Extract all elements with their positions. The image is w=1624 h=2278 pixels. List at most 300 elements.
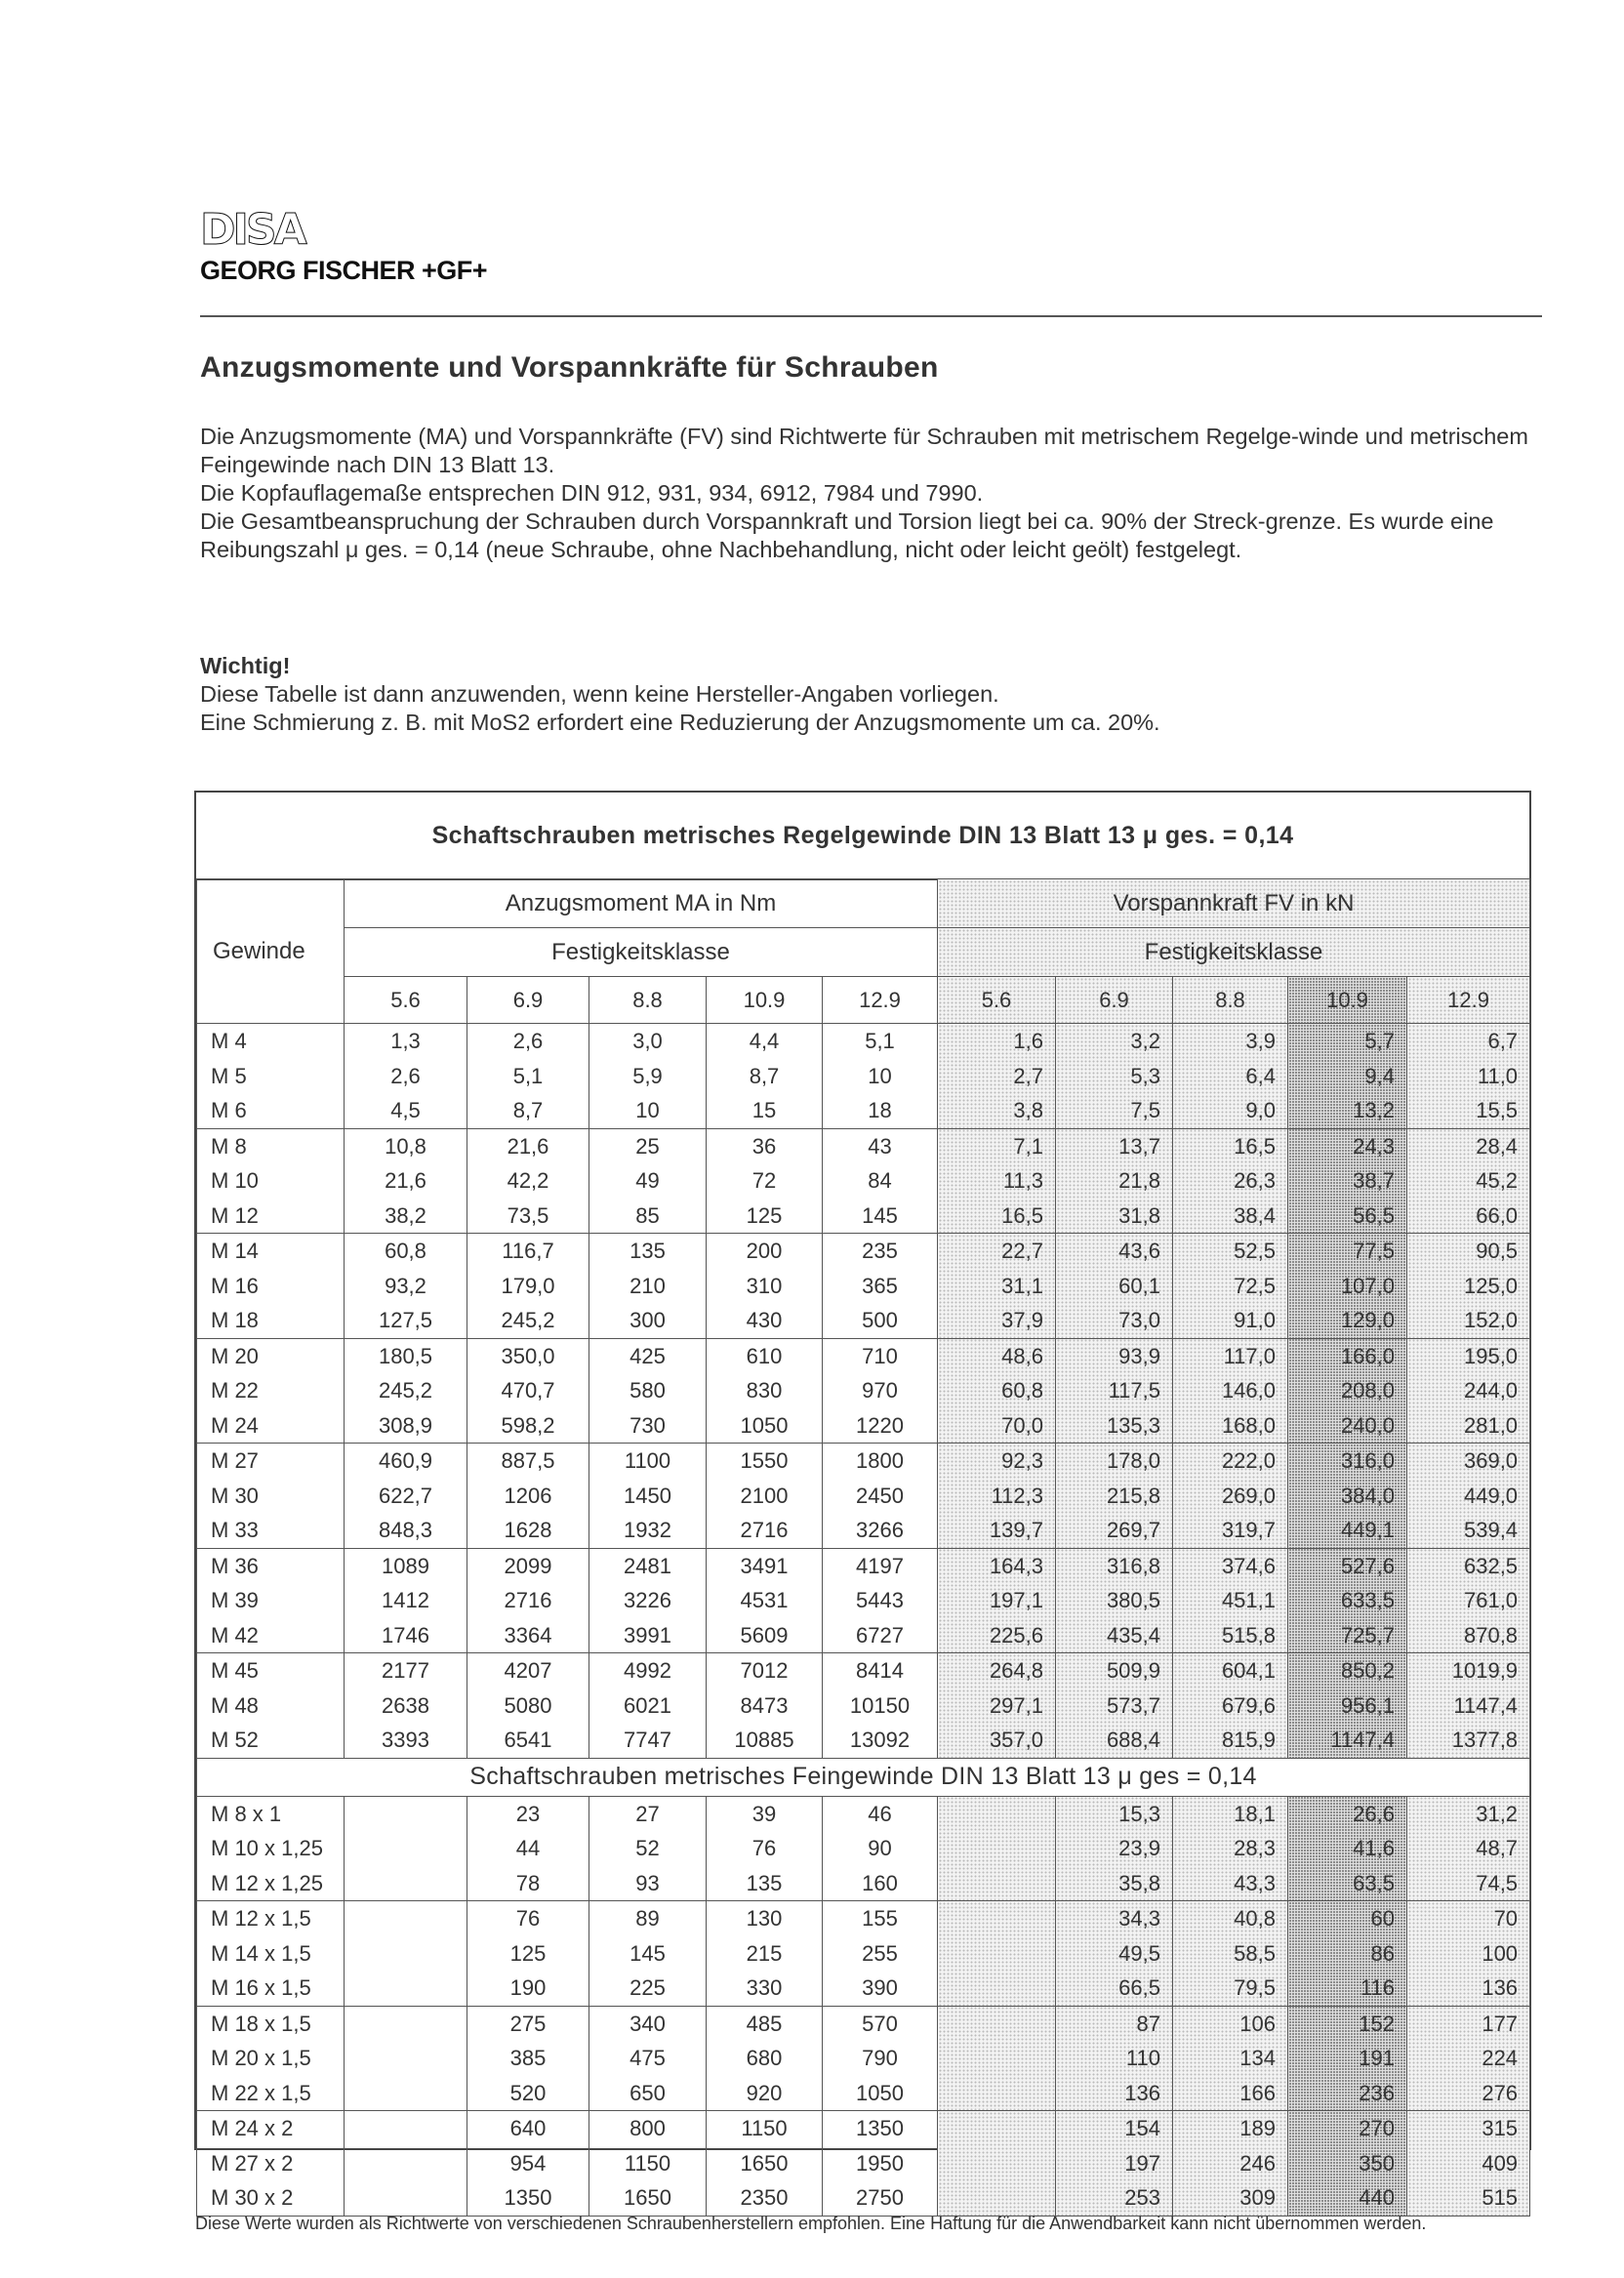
preload-value: 16,5 [1234,1133,1276,1159]
preload-value: 43,6 [1118,1239,1160,1263]
preload-value: 136 [1124,2080,1160,2105]
preload-value: 1147,4 [1330,1728,1395,1752]
torque-value: 52 [635,1836,660,1860]
preload-value: 253 [1124,2185,1160,2210]
torque-cell [823,1901,938,2007]
important-heading: Wichtig! [200,653,291,678]
preload-cell [1288,1796,1407,1901]
torque-value: 235 [862,1239,898,1263]
preload-value: 197,1 [989,1588,1043,1612]
table-row-group [197,2111,1530,2217]
preload-value: 7,1 [1013,1133,1043,1159]
preload-value: 15,3 [1118,1801,1160,1826]
preload-cell [1173,1653,1288,1759]
thread-cell [197,1653,345,1759]
torque-value: 180,5 [378,1343,433,1368]
class-header: 10.9 [1288,977,1407,1024]
torque-value: 300 [629,1308,666,1332]
preload-value: 13,7 [1118,1133,1160,1159]
preload-value: 1147,4 [1453,1692,1519,1718]
table-row-group [197,1653,1530,1759]
torque-value: 3266 [856,1518,904,1542]
torque-value: 210 [629,1273,666,1298]
important-line-2: Eine Schmierung z. B. mit MoS2 erfordert eine Reduzierung der Anzugsmomente um ca. 20%. [200,710,1160,735]
torque-value: 340 [629,2011,666,2036]
preload-value: 449,0 [1463,1483,1519,1508]
torque-cell [345,2006,467,2111]
preload-cell [1407,1444,1530,1549]
preload-cell [1288,1024,1407,1129]
preload-cell [1056,1338,1173,1444]
preload-value: 107,0 [1340,1273,1395,1298]
table-row-group [197,1338,1530,1444]
torque-value: 6021 [624,1692,671,1718]
preload-value: 13,2 [1353,1098,1395,1122]
torque-value: 1932 [624,1518,671,1542]
preload-value: 269,7 [1106,1518,1160,1542]
intro-text [200,423,1535,564]
preload-value: 70 [1493,1906,1519,1931]
torque-value: 4207 [504,1658,552,1683]
preload-cell [1407,2006,1530,2111]
torque-value: 4,5 [390,1098,421,1122]
company-name: GEORG FISCHER +GF+ [200,256,488,285]
preload-cell [938,1444,1056,1549]
preload-value: 92,3 [1001,1448,1043,1473]
preload-value: 90,5 [1476,1239,1519,1263]
col-gewinde-header: Gewinde [197,879,345,1024]
preload-value: 135,3 [1106,1412,1160,1438]
torque-value: 13092 [849,1728,911,1752]
class-header: 6.9 [467,977,589,1024]
torque-value: 622,7 [378,1483,433,1508]
torque-value: 7012 [740,1658,789,1683]
torque-value: 1150 [741,2116,788,2140]
preload-value: 384,0 [1340,1483,1395,1508]
bolt-torque-table [196,878,1530,2217]
table-row-group [197,1024,1530,1129]
preload-value: 28,4 [1476,1133,1519,1159]
preload-value: 87 [1136,2011,1160,2036]
preload-value: 11,3 [1002,1168,1043,1193]
preload-cell [1407,1653,1530,1759]
preload-cell [1056,2111,1173,2217]
preload-cell [1288,2006,1407,2111]
important-note [200,652,1535,737]
torque-value: 3491 [740,1553,789,1578]
preload-value: 435,4 [1106,1622,1160,1647]
preload-value: 22,7 [1001,1239,1043,1263]
preload-value: 5,7 [1364,1029,1395,1053]
torque-value: 18 [868,1098,892,1122]
torque-value: 76 [515,1906,541,1931]
torque-value: 310 [746,1273,783,1298]
torque-value: 4531 [740,1588,789,1612]
thread-cell [197,1024,345,1129]
preload-value: 276 [1482,2080,1519,2105]
torque-cell [467,1128,589,1234]
preload-cell [1407,2111,1530,2217]
torque-cell [823,2111,938,2217]
torque-value: 93 [635,1870,660,1895]
torque-value: 680 [746,2046,783,2070]
torque-value: 15 [751,1098,777,1122]
torque-value: 470,7 [501,1378,555,1403]
preload-cell [1288,1338,1407,1444]
torque-value: 76 [751,1836,777,1860]
preload-cell [1407,1901,1530,2007]
torque-cell [589,1128,707,1234]
torque-value: 800 [629,2116,666,2140]
table-row-group [197,1796,1530,1901]
torque-cell [823,1234,938,1339]
preload-cell [1407,1024,1530,1129]
preload-value: 63,5 [1353,1870,1395,1895]
preload-value: 52,5 [1234,1239,1276,1263]
torque-value: 215 [746,1940,783,1966]
torque-value: 1650 [624,2185,671,2210]
torque-value: 598,2 [501,1412,555,1438]
torque-value: 580 [629,1378,666,1403]
preload-value: 31,1 [1001,1273,1043,1298]
torque-value [345,2123,467,2129]
torque-value: 10 [635,1098,660,1122]
torque-value: 4,4 [749,1029,780,1053]
class-header: 12.9 [823,977,938,1024]
torque-value: 350,0 [501,1343,555,1368]
thread-size: M 39 [211,1588,259,1612]
torque-value: 89 [635,1906,660,1931]
torque-value: 225 [629,1975,666,2000]
group-vorspannkraft: Vorspannkraft FV in kN [938,879,1530,928]
torque-value: 3364 [504,1622,552,1647]
thread-size: M 18 x 1,5 [211,2011,311,2036]
torque-value: 390 [862,1975,898,2000]
torque-value: 8,7 [749,1063,780,1088]
preload-value: 309 [1239,2185,1276,2210]
preload-value: 1377,8 [1451,1728,1519,1752]
intro-paragraph-2: Die Kopfauflagemaße entsprechen DIN 912, 931, 934, 6912, 7984 und 7990. [200,480,984,506]
torque-value: 2350 [740,2185,789,2210]
torque-value: 160 [862,1870,898,1895]
preload-cell [1173,1901,1288,2007]
preload-cell [938,1338,1056,1444]
preload-value: 440 [1359,2185,1395,2210]
torque-value: 6727 [856,1622,904,1647]
preload-value: 3,2 [1130,1029,1160,1053]
preload-value: 116 [1360,1975,1395,2000]
torque-cell [707,1234,823,1339]
preload-value: 761,0 [1463,1588,1519,1612]
torque-cell [345,2111,467,2217]
torque-cell [589,1796,707,1901]
torque-cell [589,1901,707,2007]
preload-value: 3,9 [1245,1029,1276,1053]
torque-cell [467,1024,589,1129]
thread-size: M 8 x 1 [211,1801,282,1826]
torque-value: 2177 [382,1658,429,1683]
class-header: 5.6 [345,977,467,1024]
torque-cell [345,1128,467,1234]
preload-value: 152,0 [1463,1308,1519,1332]
torque-value: 4197 [856,1553,904,1578]
preload-cell [1056,2006,1173,2111]
preload-value: 539,4 [1463,1518,1519,1542]
table-row-group [197,1444,1530,1549]
torque-value: 5,1 [512,1063,544,1088]
torque-value: 5609 [740,1622,789,1647]
torque-value: 3226 [624,1588,671,1612]
torque-value: 1050 [740,1412,789,1438]
thread-size: M 10 x 1,25 [211,1836,323,1860]
torque-value: 78 [515,1870,541,1895]
preload-cell [1173,1338,1288,1444]
preload-cell [1056,1128,1173,1234]
thread-size: M 30 [211,1483,259,1508]
torque-value: 73,5 [507,1202,549,1228]
torque-cell [707,1796,823,1901]
company-logo [200,207,487,286]
torque-value: 145 [629,1940,666,1966]
preload-value [938,1913,1055,1919]
thread-size: M 5 [211,1063,247,1088]
preload-value: 110 [1125,2046,1160,2070]
thread-size: M 33 [211,1518,259,1542]
thread-size: M 45 [211,1658,259,1683]
preload-value: 112,3 [991,1483,1043,1508]
preload-cell [1056,1901,1173,2007]
thread-cell [197,1128,345,1234]
torque-cell [707,1338,823,1444]
torque-value: 127,5 [378,1308,433,1332]
preload-value: 509,9 [1106,1658,1160,1683]
torque-value: 425 [629,1343,666,1368]
torque-value: 7747 [624,1728,671,1752]
table-row-group [197,1548,1530,1653]
torque-value: 475 [629,2046,666,2070]
torque-value: 2716 [504,1588,552,1612]
preload-value: 679,6 [1221,1692,1276,1718]
preload-value: 1,6 [1013,1029,1043,1053]
preload-value: 125,0 [1463,1273,1519,1298]
preload-value: 315 [1482,2116,1519,2140]
torque-cell [707,1653,823,1759]
festigkeitsklasse-fv: Festigkeitsklasse [938,928,1530,977]
preload-value: 6,7 [1487,1029,1519,1053]
torque-value: 920 [746,2080,783,2105]
thread-size: M 22 [211,1378,259,1403]
preload-cell [1288,1234,1407,1339]
thread-cell [197,1338,345,1444]
torque-cell [707,1444,823,1549]
torque-value: 570 [862,2011,898,2036]
bolt-table-frame [194,791,1531,2210]
class-header: 10.9 [707,977,823,1024]
preload-value: 369,0 [1463,1448,1519,1473]
torque-value: 93,2 [385,1273,426,1298]
thread-size: M 12 x 1,25 [211,1870,323,1895]
thread-size: M 20 x 1,5 [211,2046,311,2070]
thread-size: M 18 [211,1308,259,1332]
torque-cell [345,1653,467,1759]
preload-cell [1056,1234,1173,1339]
page-title: Anzugsmomente und Vorspannkräfte für Schrauben [200,351,939,384]
preload-value: 48,6 [1001,1343,1043,1368]
torque-value: 1412 [382,1588,429,1612]
festigkeitsklasse-ma: Festigkeitsklasse [345,928,938,977]
preload-value: 146,0 [1221,1378,1276,1403]
torque-cell [707,1128,823,1234]
preload-value: 515,8 [1221,1622,1276,1647]
torque-value: 3991 [624,1622,671,1647]
preload-value: 117,0 [1223,1343,1276,1368]
preload-cell [1056,1444,1173,1549]
thread-cell [197,1796,345,1901]
torque-value: 125 [509,1940,547,1966]
fine-thread-title-row [197,1758,1530,1796]
preload-value: 527,6 [1340,1553,1395,1578]
torque-value: 275 [509,2011,547,2036]
preload-value: 100 [1482,1940,1519,1966]
preload-cell [1173,1796,1288,1901]
torque-value: 38,2 [385,1202,426,1228]
preload-value: 573,7 [1106,1692,1160,1718]
preload-value: 297,1 [989,1692,1043,1718]
preload-value: 60 [1370,1906,1395,1931]
torque-value: 308,9 [378,1412,433,1438]
torque-value: 5,1 [865,1029,895,1053]
torque-cell [707,1024,823,1129]
preload-value: 77,5 [1353,1239,1395,1263]
preload-value: 60,8 [1001,1378,1043,1403]
torque-value: 330 [746,1975,783,2000]
intro-paragraph-1: Die Anzugsmomente (MA) und Vorspannkräfte (FV) sind Richtwerte für Schrauben mit metrischem Regelge-winde und metrischem Feingewinde nach DIN 13 Blatt 13. [200,424,1528,477]
preload-cell [1407,1128,1530,1234]
preload-value: 316,0 [1340,1448,1395,1473]
class-header-row [197,977,1530,1024]
preload-value: 319,7 [1221,1518,1276,1542]
preload-value [938,1809,1055,1814]
preload-cell [938,1128,1056,1234]
torque-value: 730 [629,1412,666,1438]
preload-value: 45,2 [1476,1168,1519,1193]
preload-value: 70,0 [1001,1412,1043,1438]
thread-size: M 4 [211,1029,247,1053]
preload-value: 208,0 [1340,1378,1395,1403]
preload-value: 2,7 [1013,1063,1043,1088]
torque-value: 42,2 [507,1168,549,1193]
torque-value: 1650 [740,2150,789,2176]
torque-cell [345,1444,467,1549]
preload-value: 374,6 [1221,1553,1276,1578]
preload-value: 380,5 [1106,1588,1160,1612]
torque-value: 1800 [856,1448,904,1473]
header-row-1 [197,879,1530,928]
table-title: Schaftschrauben metrisches Regelgewinde DIN 13 Blatt 13 μ ges. = 0,14 [196,793,1529,880]
torque-value: 1746 [382,1622,429,1647]
preload-value: 129,0 [1340,1308,1395,1332]
preload-cell [1288,2111,1407,2217]
torque-value: 6541 [504,1728,552,1752]
torque-cell [589,1444,707,1549]
torque-value: 640 [509,2116,547,2140]
torque-cell [467,1338,589,1444]
torque-cell [707,1548,823,1653]
thread-size: M 27 [211,1448,259,1473]
torque-value: 848,3 [378,1518,433,1542]
preload-value: 136 [1482,1975,1519,2000]
thread-size: M 16 [211,1273,259,1298]
torque-value: 85 [635,1202,660,1228]
torque-value: 4992 [624,1658,671,1683]
preload-value: 956,1 [1340,1692,1395,1718]
torque-cell [823,1338,938,1444]
header-row-2 [197,928,1530,977]
preload-value: 449,1 [1340,1518,1395,1542]
preload-cell [1407,1338,1530,1444]
torque-cell [467,1548,589,1653]
preload-value: 451,1 [1221,1588,1276,1612]
torque-cell [823,1796,938,1901]
torque-value: 10 [868,1063,892,1088]
torque-value: 2,6 [512,1029,544,1053]
torque-value: 2750 [856,2185,904,2210]
preload-value: 38,7 [1353,1168,1395,1193]
torque-value: 190 [509,1975,547,2000]
preload-cell [1173,1444,1288,1549]
torque-value: 200 [746,1239,783,1263]
preload-cell [1288,1548,1407,1653]
torque-value: 25 [635,1133,660,1159]
preload-value: 60,1 [1118,1273,1160,1298]
torque-value: 485 [746,2011,783,2036]
preload-cell [938,2006,1056,2111]
torque-value: 2481 [624,1553,671,1578]
torque-cell [467,1901,589,2007]
preload-value: 56,5 [1353,1202,1395,1228]
torque-value: 60,8 [385,1239,426,1263]
thread-cell [197,1548,345,1653]
torque-value: 2450 [856,1483,904,1508]
preload-value: 86 [1370,1940,1395,1966]
torque-value: 39 [751,1801,777,1826]
torque-value [345,1913,467,1919]
torque-cell [589,1234,707,1339]
preload-value: 195,0 [1463,1343,1519,1368]
preload-value: 31,8 [1118,1202,1160,1228]
preload-value: 23,9 [1118,1836,1160,1860]
torque-value: 2100 [740,1483,789,1508]
preload-value: 40,8 [1234,1906,1276,1931]
torque-value: 2,6 [390,1063,421,1088]
preload-value: 66,5 [1118,1975,1160,2000]
torque-cell [345,1338,467,1444]
preload-value: 350 [1359,2150,1395,2176]
preload-value: 74,5 [1476,1870,1519,1895]
torque-value: 8,7 [512,1098,544,1122]
thread-size: M 16 x 1,5 [211,1975,311,2000]
torque-value: 830 [746,1378,783,1403]
preload-cell [938,1901,1056,2007]
torque-cell [589,1653,707,1759]
preload-value: 725,7 [1340,1622,1395,1647]
torque-value: 1150 [624,2150,671,2176]
preload-cell [1288,1444,1407,1549]
thread-size: M 27 x 2 [211,2150,294,2176]
torque-value: 135 [746,1870,783,1895]
preload-value: 24,3 [1353,1133,1395,1159]
torque-value: 155 [862,1906,898,1931]
